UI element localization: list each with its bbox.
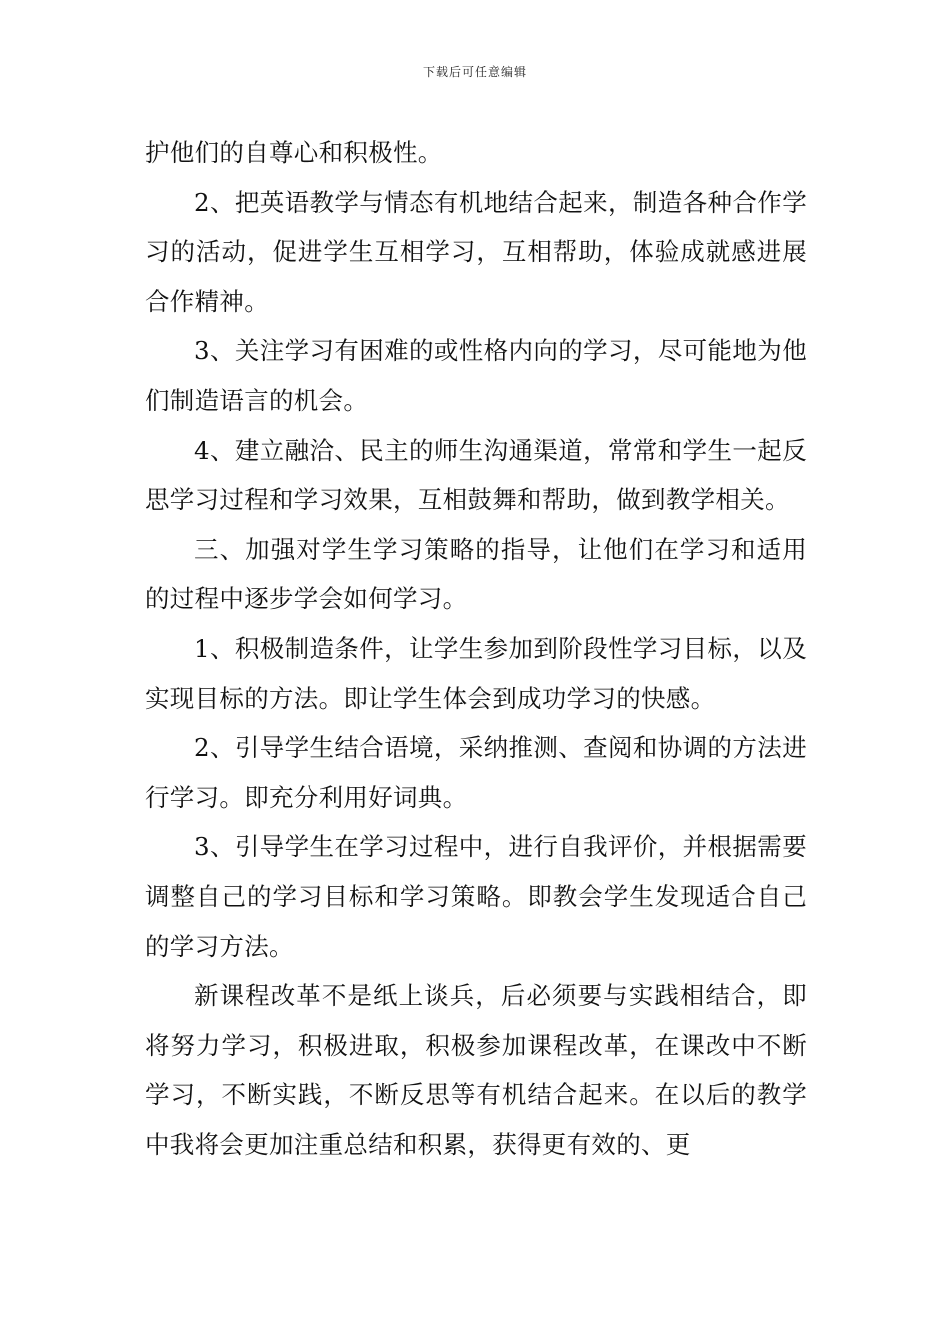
paragraph-5: 1、积极制造条件，让学生参加到阶段性学习目标，以及实现目标的方法。即让学生体会到成功学习的快感。 [145, 633, 807, 713]
section-heading-3: 三、加强对学生学习策略的指导，让他们在学习和适用的过程中逐步学会如何学习。 [145, 534, 807, 614]
paragraph-8: 新课程改革不是纸上谈兵，后必须要与实践相结合，即将努力学习，积极进取，积极参加课程改革，在课改中不断学习，不断实践，不断反思等有机结合起来。在以后的教学中我将会更加注重总结和积累，获得更有效的、更 [145, 981, 807, 1159]
paragraph-1: 护他们的自尊心和积极性。 [145, 138, 443, 167]
paragraph-3: 3、关注学习有困难的或性格内向的学习，尽可能地为他们制造语言的机会。 [145, 336, 807, 415]
document-body [145, 128, 807, 1169]
page-header: 下载后可任意编辑 [422, 65, 527, 79]
paragraph-7: 3、引导学生在学习过程中，进行自我评价，并根据需要调整自己的学习目标和学习策略。即教会学生发现适合自己的学习方法。 [145, 832, 807, 961]
paragraph-2: 2、把英语教学与情态有机地结合起来，制造各种合作学习的活动，促进学生互相学习，互相帮助，体验成就感进展合作精神。 [145, 187, 807, 316]
paragraph-4: 4、建立融洽、民主的师生沟通渠道，常常和学生一起反思学习过程和学习效果，互相鼓舞和帮助，做到教学相关。 [145, 435, 807, 515]
paragraph-6: 2、引导学生结合语境，采纳推测、查阅和协调的方法进行学习。即充分利用好词典。 [145, 733, 807, 812]
